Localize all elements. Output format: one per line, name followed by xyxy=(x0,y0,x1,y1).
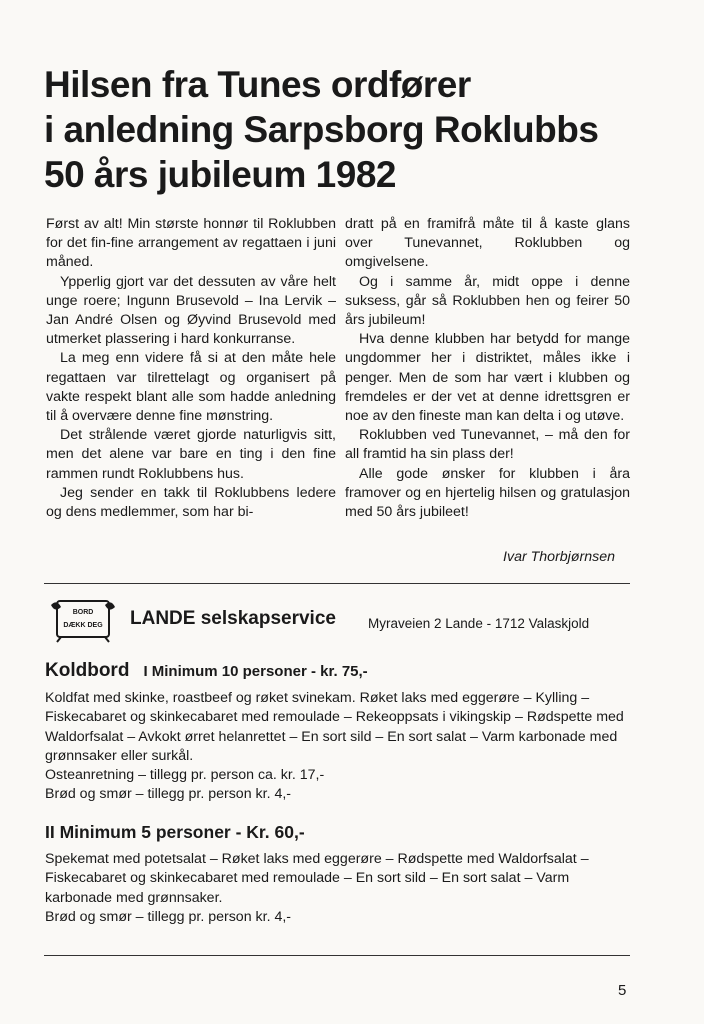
divider xyxy=(44,955,630,956)
title-line: Hilsen fra Tunes ordfører xyxy=(44,64,471,105)
letter-paragraph: Jeg sender en takk til Roklubbens ledere og dens medlemmer, som har bi- xyxy=(46,484,336,521)
menu-line: Koldfat med skinke, roastbeef og røket svinekam. Røket laks med eggerøre – Kylling – Fiskecabaret og skinkecabaret med remoulade – Rekeoppsats i vikingskip – Rødspette med Waldorfsalat – Avkokt ørret helanrettet – En sort sild – En sort salat – Varm karbonade med grønnsaker eller surkål. xyxy=(45,690,624,764)
lande-logo xyxy=(47,597,119,643)
letter-paragraph: Først av alt! Min største honnør til Roklubben for det fin-fine arrangement av regattaen i juni måned. xyxy=(46,216,336,271)
title-line: i anledning Sarpsborg Roklubbs xyxy=(44,109,599,150)
menu1-text xyxy=(45,689,631,805)
signature: Ivar Thorbjørnsen xyxy=(503,549,615,565)
letter-paragraph: La meg enn videre få si at den måte hele regattaen var tilrettelagt og organisert på vakte respekt blant alle som hadde anledning til å overvære denne fine mønstring. xyxy=(46,350,336,425)
letter-column-right xyxy=(345,215,630,522)
title-line: 50 års jubileum 1982 xyxy=(44,154,396,195)
page-title xyxy=(44,62,664,197)
letter-paragraph: dratt på en framifrå måte til å kaste glans over Tunevannet, Roklubben og omgivelsene. xyxy=(345,216,630,271)
menu-line: Osteanretning – tillegg pr. person ca. kr. 17,- xyxy=(45,767,325,784)
letter-paragraph: Hva denne klubben har betydd for mange ungdommer her i distriktet, måles ikke i penger. Men de som har vært i klubben og fremdeles er der vet at denne idrettsgren er noe av den fineste man kan delta i og utøve. xyxy=(345,331,630,425)
menu1-subheading: I Minimum 10 personer - kr. 75,- xyxy=(143,663,368,680)
divider xyxy=(44,583,630,584)
letter-paragraph: Det strålende været gjorde naturligvis sitt, men det alene var bare en ting i den fine rammen rundt Roklubbens hus. xyxy=(46,427,336,482)
letter-paragraph: Og i samme år, midt oppe i denne suksess, går så Roklubben hen og feirer 50 års jubileum! xyxy=(345,273,630,329)
logo-text-top: BORD xyxy=(72,609,94,616)
menu-line: Brød og smør – tillegg pr. person kr. 4,- xyxy=(45,786,292,803)
letter-paragraph: Ypperlig gjort var det dessuten av våre helt unge roere; Ingunn Brusevold – Ina Lervik – Jan André Olsen og Øyvind Brusevold med utmerket plassering i hard konkurranse. xyxy=(46,273,336,348)
ad-company-name: LANDE selskapservice xyxy=(130,608,336,629)
menu2-heading: II Minimum 5 personer - Kr. 60,- xyxy=(45,822,305,842)
menu-line: Brød og smør – tillegg pr. person kr. 4,- xyxy=(45,908,292,925)
letter-paragraph: Alle gode ønsker for klubben i åra framover og en hjertelig hilsen og gratulasjon med 50 års jubileet! xyxy=(345,465,630,521)
menu2-text xyxy=(45,850,631,927)
menu1-heading-row xyxy=(45,660,368,682)
logo-text-bottom: DÆKK DEG xyxy=(63,622,103,629)
ad-address: Myraveien 2 Lande - 1712 Valaskjold xyxy=(368,616,590,631)
menu1-heading: Koldbord xyxy=(45,660,130,681)
menu-line: Spekemat med potetsalat – Røket laks med eggerøre – Rødspette med Waldorfsalat – Fiskecabaret og skinkecabaret med remoulade – En sort sild – En sort salat – Varm karbonade med grønnsaker. xyxy=(45,851,589,906)
letter-paragraph: Roklubben ved Tunevannet, – må den for all framtid ha sin plass der! xyxy=(345,427,630,463)
page-number: 5 xyxy=(618,982,627,999)
letter-column-left xyxy=(46,215,336,522)
